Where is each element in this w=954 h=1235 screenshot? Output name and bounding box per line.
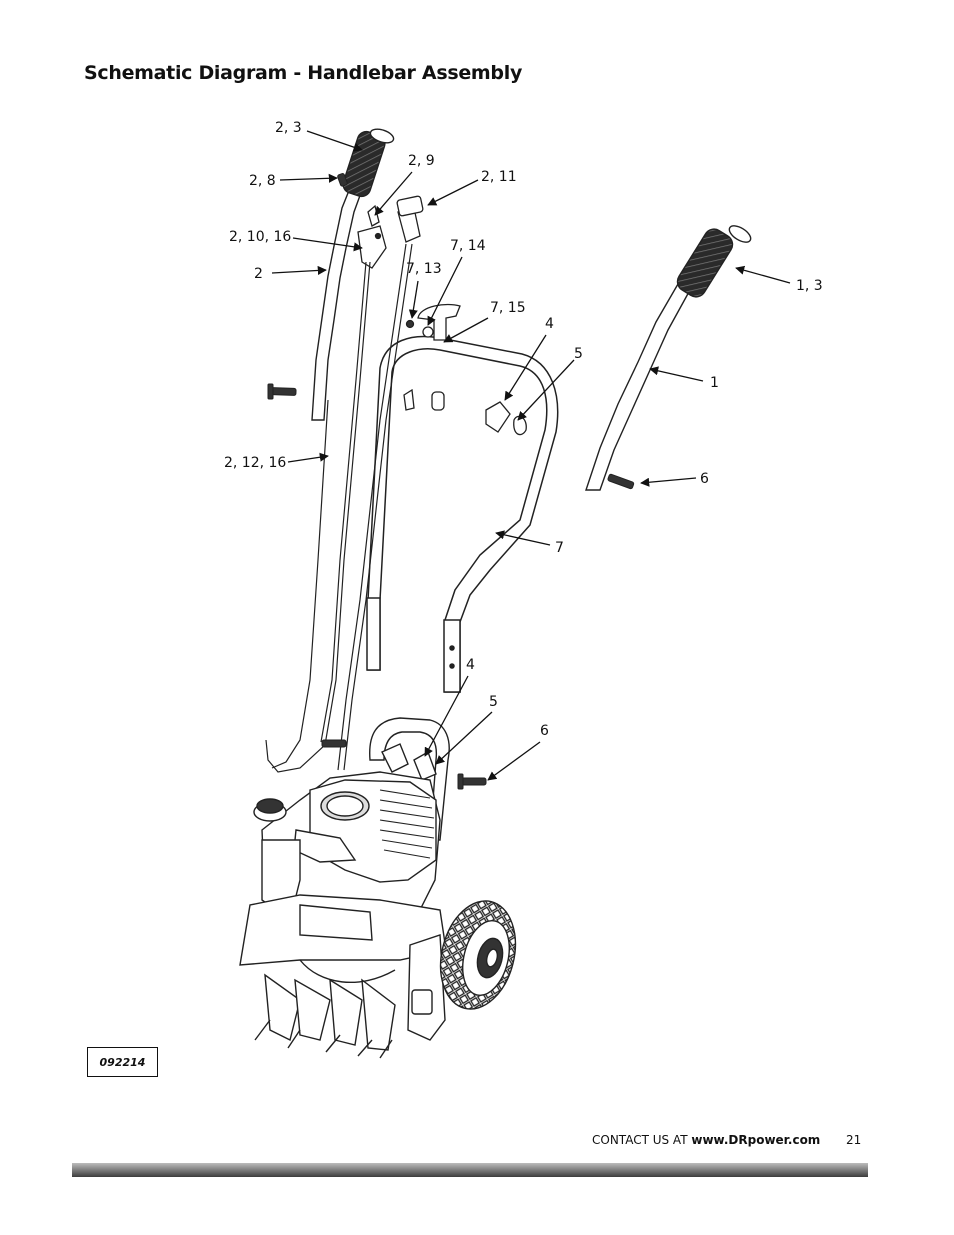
tiller-tines (240, 895, 446, 1058)
knob-assembly-top (404, 305, 526, 435)
left-handlebar (312, 127, 395, 420)
diagram-code-box: 092214 (87, 1047, 158, 1077)
callout-7-15: 7, 15 (490, 300, 526, 316)
callout-5-bottom: 5 (489, 694, 498, 710)
callout-2-12-16: 2, 12, 16 (224, 455, 287, 471)
callout-2: 2 (254, 266, 263, 282)
callout-5-top: 5 (574, 346, 583, 362)
callout-6-bottom: 6 (540, 723, 549, 739)
callout-4-top: 4 (545, 316, 554, 332)
callout-2-10-16: 2, 10, 16 (229, 229, 292, 245)
page-title: Schematic Diagram - Handlebar Assembly (84, 62, 523, 84)
callout-1-3: 1, 3 (796, 278, 823, 294)
callout-2-8: 2, 8 (249, 173, 276, 189)
footer-contact (592, 1133, 820, 1147)
main-handle-frame (367, 337, 558, 692)
callout-2-9: 2, 9 (408, 153, 435, 169)
callout-7-13: 7, 13 (406, 261, 442, 277)
throttle-cables (266, 244, 412, 772)
callout-7: 7 (555, 540, 564, 556)
right-handlebar (586, 223, 753, 490)
control-levers (358, 196, 423, 268)
footer-contact-label: CONTACT US AT (592, 1133, 688, 1147)
callout-2-11: 2, 11 (481, 169, 517, 185)
footer-url-link[interactable]: www.DRpower.com (691, 1133, 821, 1147)
footer-rule (72, 1163, 868, 1177)
callout-2-3: 2, 3 (275, 120, 302, 136)
callout-1: 1 (710, 375, 719, 391)
callout-6-top: 6 (700, 471, 709, 487)
callout-7-14: 7, 14 (450, 238, 486, 254)
callout-4-bottom: 4 (466, 657, 475, 673)
page-number: 21 (846, 1133, 862, 1147)
